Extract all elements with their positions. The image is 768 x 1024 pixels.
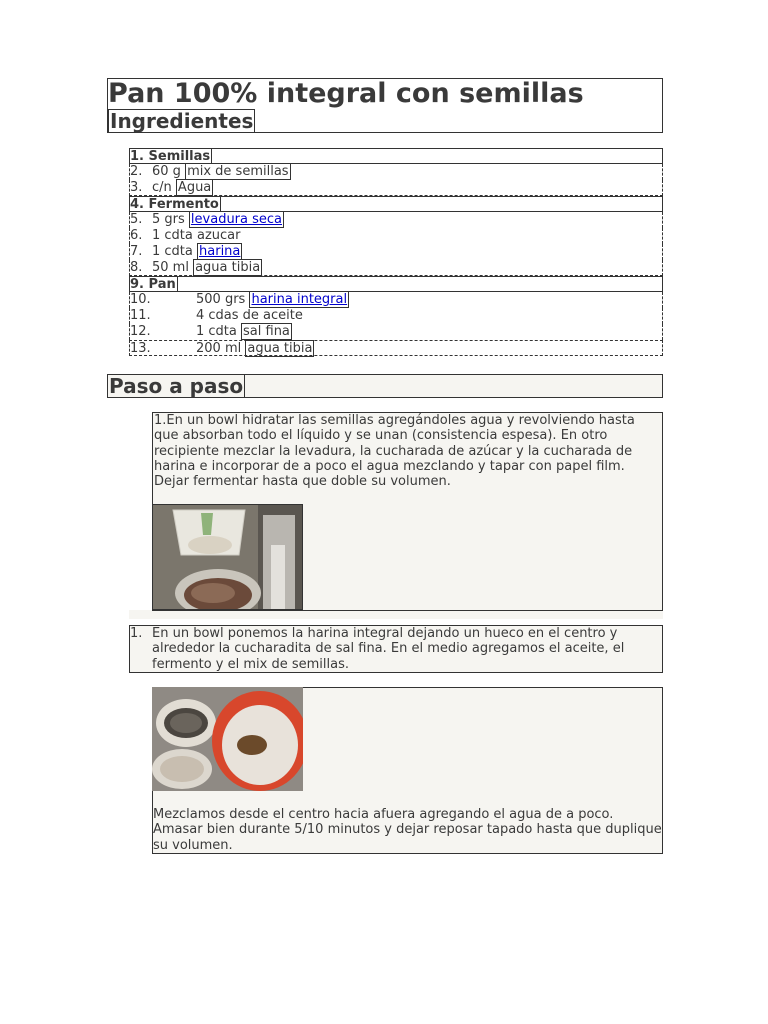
step-2-box [129, 625, 663, 673]
list-number: 3. [130, 180, 143, 195]
quantity: 1 cdta [196, 324, 237, 339]
ingredient-link-levadura[interactable]: levadura seca [190, 212, 283, 227]
quantity: 1 cdta azucar [152, 228, 241, 243]
list-number: 7. [130, 244, 143, 259]
ingredient-name: agua tibia [247, 341, 313, 356]
title-block [107, 78, 663, 133]
ingredients-list [129, 148, 663, 356]
quantity: 1 cdta [152, 244, 193, 259]
group-label: Semillas [148, 149, 211, 164]
group-header-semillas [129, 148, 663, 164]
group-header-fermento [129, 196, 663, 212]
step-number: 1. [130, 626, 143, 641]
list-item [129, 292, 663, 308]
group-label: Fermento [148, 197, 219, 212]
steps-heading: Paso a paso [109, 374, 244, 398]
list-number: 10. [130, 292, 151, 307]
ingredient-link-harina-integral[interactable]: harina integral [251, 292, 348, 307]
list-item [129, 308, 663, 324]
quantity: 500 grs [196, 292, 246, 307]
list-item [129, 340, 663, 356]
group-label: Pan [148, 277, 176, 292]
list-number: 4. [130, 197, 144, 212]
list-number: 13. [130, 341, 151, 356]
step-2-text: En un bowl ponemos la harina integral dejando un hueco en el centro y alrededor la cucharadita de sal fina. En el medio agregamos el aceite, el fermento y el mix de semillas. [152, 626, 625, 672]
list-item [129, 244, 663, 260]
list-item [129, 260, 663, 276]
list-item [129, 180, 663, 196]
seeds-and-yeast-photo-icon [153, 505, 303, 610]
quantity: c/n [152, 180, 172, 195]
ingredient-name: agua tibia [195, 260, 261, 275]
quantity: 50 ml [152, 260, 189, 275]
list-item [129, 164, 663, 180]
step-2-followup-text: Mezclamos desde el centro hacia afuera agregando el agua de a poco. Amasar bien durante 5/10 minutos y dejar reposar tapado hasta que duplique su volumen. [153, 807, 662, 853]
ingredient-name: sal fina [243, 324, 290, 339]
group-header-pan [129, 276, 663, 292]
ingredient-name: mix de semillas [187, 164, 289, 179]
step-1-photo [152, 504, 303, 610]
quantity: 200 ml [196, 341, 242, 356]
list-item [129, 212, 663, 228]
list-number: 2. [130, 164, 143, 179]
list-number: 11. [130, 308, 151, 323]
step-background [129, 610, 663, 619]
quantity: 5 grs [152, 212, 185, 227]
ingredient-name: Agua [177, 180, 212, 195]
step-2-photo [152, 687, 303, 791]
list-number: 8. [130, 260, 143, 275]
quantity: 60 g [152, 164, 181, 179]
ingredients-heading: Ingredientes [110, 109, 254, 133]
list-item [129, 228, 663, 244]
list-number: 9. [130, 277, 144, 292]
steps-section-header [107, 374, 663, 398]
list-number: 12. [130, 324, 151, 339]
quantity: 4 cdas de aceite [196, 308, 303, 323]
list-item [129, 324, 663, 340]
list-number: 6. [130, 228, 143, 243]
page-title: Pan 100% integral con semillas [108, 78, 584, 109]
list-number: 1. [130, 149, 144, 164]
flour-bowl-photo-icon [152, 687, 303, 791]
list-number: 5. [130, 212, 143, 227]
ingredient-link-harina[interactable]: harina [199, 244, 241, 259]
step-1-text: 1.En un bowl hidratar las semillas agregándoles agua y revolviendo hasta que absorban todo el líquido y se unan (consistencia espesa). En otro recipiente mezclar la levadura, la cucharada de azúcar y la cucharada de harina e incorporar de a poco el agua mezclando y tapar con papel film. Dejar fermentar hasta que doble su volumen. [154, 413, 635, 490]
